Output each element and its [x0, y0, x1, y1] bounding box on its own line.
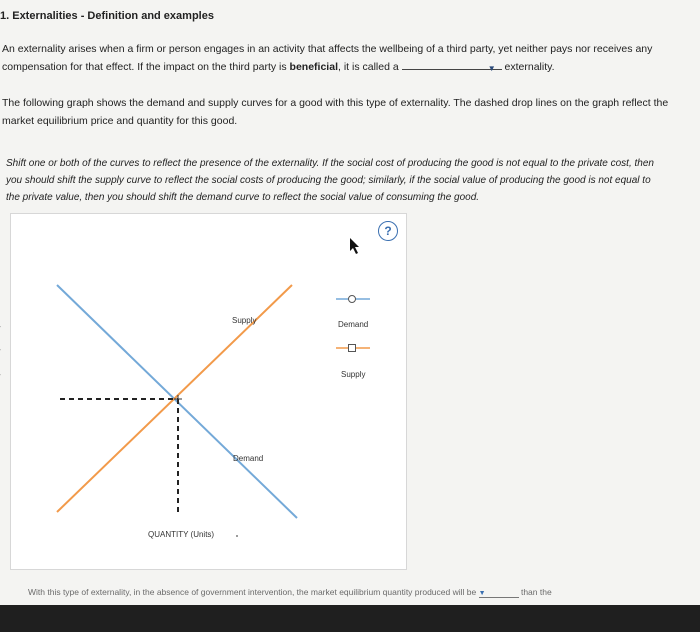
- legend-demand-tool[interactable]: [336, 296, 370, 303]
- instr-line-3: the private value, then you should shift the demand curve to reflect the social value of consuming the good.: [6, 192, 480, 203]
- legend-demand-label: Demand: [338, 320, 369, 329]
- intro-text-a: compensation for that effect. If the impact on the third party is: [2, 61, 290, 73]
- intro-text-b: , it is called a: [337, 61, 399, 73]
- graph-desc-line-2: market equilibrium price and quantity for this good.: [2, 115, 238, 127]
- graph-desc-line-1: The following graph shows the demand and supply curves for a good with this type of externality. The dashed drop lines on the graph reflect the: [2, 97, 669, 109]
- quantity-comparison-dropdown[interactable]: [479, 587, 519, 598]
- legend-supply-tool[interactable]: [336, 345, 370, 352]
- legend-supply-label: Supply: [341, 370, 366, 379]
- dropdown-arrow-icon: ▼: [487, 64, 496, 73]
- intro-text-end: externality.: [504, 61, 555, 73]
- supply-curve-label: Supply: [232, 316, 257, 325]
- mouse-cursor-icon: [350, 238, 359, 254]
- y-axis-label: [0, 325, 1, 400]
- instr-line-2: you should shift the supply curve to reflect the social costs of producing the good; similarly, if the social value of producing the good is not equal to: [6, 175, 651, 186]
- question-title: 1. Externalities - Definition and examples: [0, 10, 214, 22]
- screen-bezel: [0, 605, 700, 632]
- demand-curve-label: Demand: [233, 454, 264, 463]
- equilibrium-point: [174, 395, 182, 403]
- help-button[interactable]: ?: [378, 221, 398, 241]
- followup-text-b: than the: [520, 587, 552, 597]
- intro-bold-word: beneficial: [289, 61, 338, 73]
- stray-dot: [236, 535, 238, 537]
- dropdown-arrow-icon-2: ▼: [478, 590, 486, 597]
- followup-question: [28, 587, 658, 598]
- x-axis-label: QUANTITY (Units): [148, 530, 215, 539]
- followup-text-a: With this type of externality, in the absence of government intervention, the market equilibrium quantity produced will be: [28, 587, 477, 597]
- instr-line-1: Shift one or both of the curves to reflect the presence of the externality. If the social cost of producing the good is not equal to the private cost, then: [6, 158, 654, 169]
- intro-line-1: An externality arises when a firm or person engages in an activity that affects the wellbeing of a third party, yet neither pays nor receives any: [2, 43, 653, 55]
